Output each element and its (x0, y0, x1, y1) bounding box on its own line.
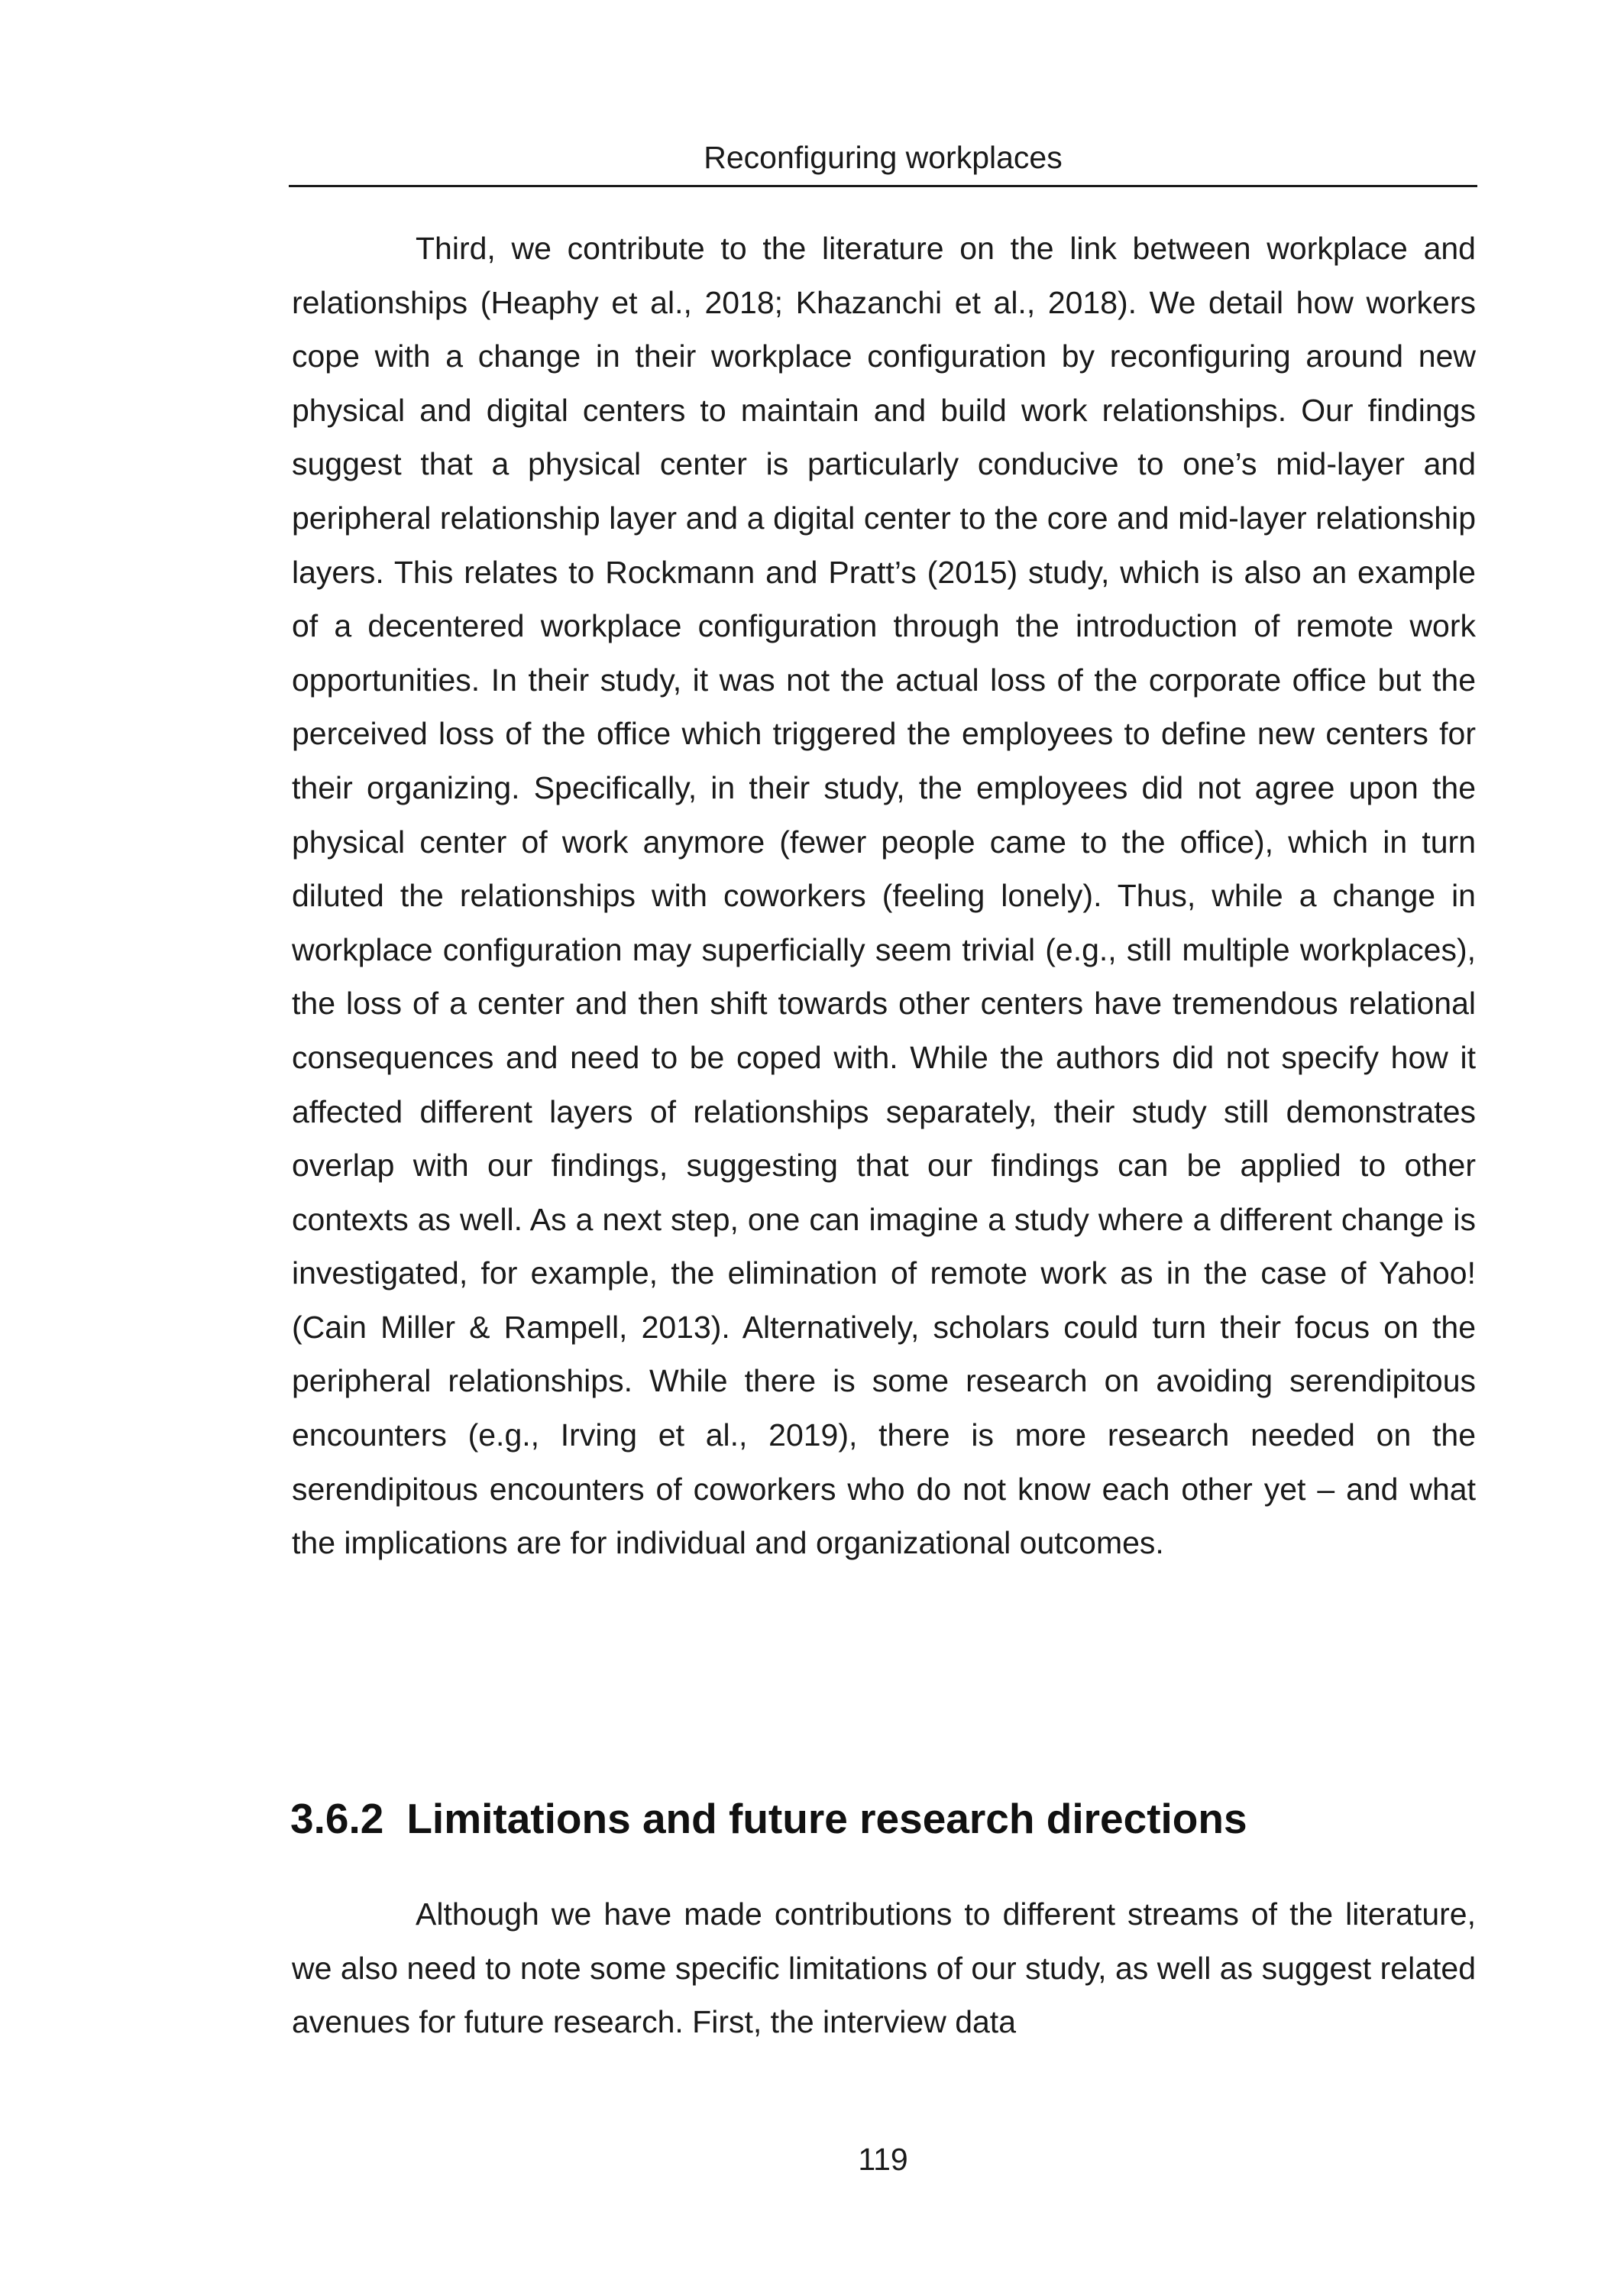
page-number: 119 (858, 2142, 908, 2177)
body-paragraph-2: Although we have made contributions to different streams of the literature, we also need to note some specific limitations of our study, as well as suggest related avenues for future research. First, the interview data (292, 1896, 1476, 2040)
running-header-title: Reconfiguring workplaces (704, 140, 1063, 175)
section-number: 3.6.2 (290, 1795, 384, 1842)
header-divider (289, 185, 1477, 187)
section-heading (290, 1788, 1247, 1849)
body-paragraph-1: Third, we contribute to the literature on the link between workplace and relationships (Heaphy et al., 2018; Khazanchi et al., 2018). We detail how workers cope with a change in their workplace configuration by reconfiguring around new physical and digital centers to maintain and build work relationships. Our findings suggest that a physical center is particularly conducive to one’s mid-layer and peripheral relationship layer and a digital center to the core and mid-layer relationship layers. This relates to Rockmann and Pratt’s (2015) study, which is also an example of a decentered workplace configuration through the introduction of remote work opportunities. In their study, it was not the actual loss of the corporate office but the perceived loss of the office which triggered the employees to define new centers for their organizing. Specifically, in their study, the employees did not agree upon the physical center of work anymore (fewer people came to the office), which in turn diluted the relationships with coworkers (feeling lonely). Thus, while a change in workplace configuration may superficially seem trivial (e.g., still multiple workplaces), the loss of a center and then shift towards other centers have tremendous relational consequences and need to be coped with. While the authors did not specify how it affected different layers of relationships separately, their study still demonstrates overlap with our findings, suggesting that our findings can be applied to other contexts as well. As a next step, one can imagine a study where a different change is investigated, for example, the elimination of remote work as in the case of Yahoo! (Cain Miller & Rampell, 2013). Alternatively, scholars could turn their focus on the peripheral relationships. While there is some research on avoiding serendipitous encounters (e.g., Irving et al., 2019), there is more research needed on the serendipitous encounters of coworkers who do not know each other yet – and what the implications are for individual and organizational outcomes. (292, 231, 1476, 1561)
section-title: Limitations and future research directions (406, 1795, 1247, 1842)
